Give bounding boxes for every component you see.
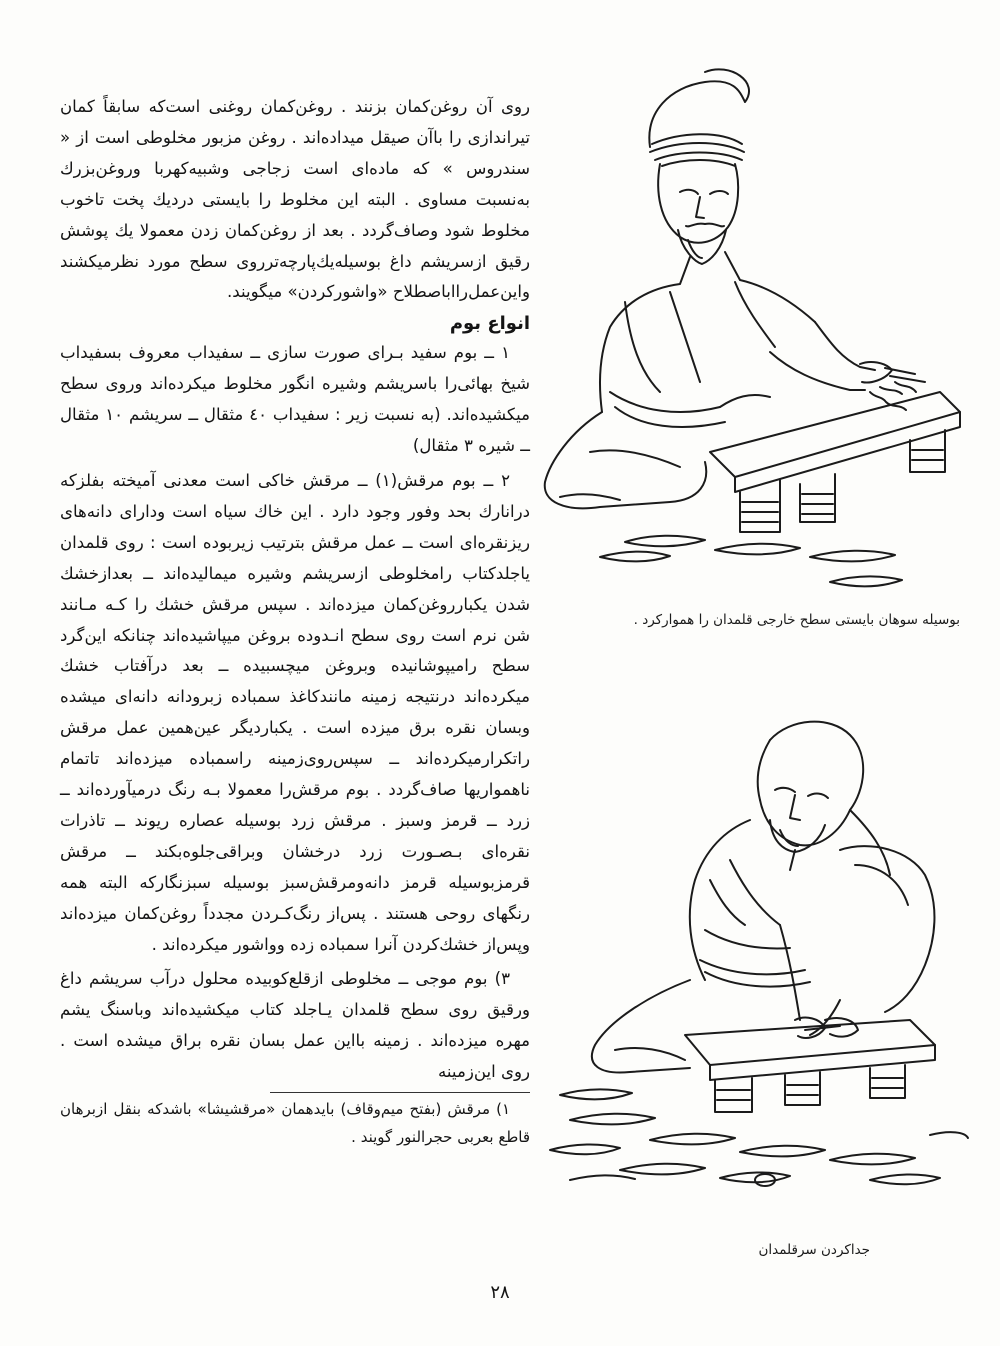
section-heading: انواع بوم (449, 313, 530, 335)
intro-paragraph: روی آن روغن‌کمان بزنند . روغن‌کمان روغنی است‌که سابقاً کمان تیراندازی را باآن صیقل میداده‌اند . روغن مزبور مخلوطی است از « سندروس » که ماده‌ای است زجاجی وشبیه‌کهربا وروغن‌بزرك به‌نسبت مساوی . البته این مخلوط را بایستی دردیك پخت تاخوب مخلوط شود وصاف‌گردد . بعد از روغن‌کمان زدن معمولا يك پوشش رقیق ازسریشم داغ بوسیله‌يك‌پارچه‌تررو‌ی سطح مورد نظرمیکشند واین‌عمل‌رااباصطلاح «واشورکردن» میگویند. (60, 97, 530, 302)
illustration-filing-pencase (530, 52, 970, 597)
figure-caption-filing: بوسیله سوهان بایستی سطح خارجی قلمدان را هموارکرد . (633, 612, 960, 628)
text-column (60, 92, 530, 1151)
list-item-white-ground: ۱ ــ بوم سفید بـرای صورت سازی ــ سفیداب معروف بسفیداب شیخ بهائی‌را باسریشم وشیره انگور مخلوط میکرده‌اند وروی سطح میکشیده‌اند. (به نسبت زیر : سفیداب ٤۰ مثقال ــ سریشم ۱۰ مثقال ــ شیره ۳ مثقال) (60, 343, 530, 456)
filing-artisan-drawing (530, 52, 970, 597)
footnote: ۱) مرقش (بفتح میم‌وقاف) بایدهمان «مرقشیشا» باشدکه بنقل ازبرهان قاطع بعربی حجرالنور گویند . (60, 1100, 530, 1147)
illustration-cutting-pencase (540, 700, 970, 1220)
cutting-artisan-drawing (540, 700, 970, 1220)
figure-caption-cutting: جداکردن سرقلمدان (758, 1242, 870, 1258)
list-item-wave-ground: ۳) بوم موجی ــ مخلوطی ازقلع‌کوبیده محلول درآب سریشم داغ ورقیق روی سطح قلمدان یـاجلد کتاب میکشیده‌اند وباسنگ یشم مهره میزده‌اند . زمینه بااین عمل بسان نقره براق میشده است . روی این‌زمینه (60, 969, 530, 1082)
page-number: ۲۸ (490, 1282, 510, 1303)
footnote-divider (270, 1092, 530, 1093)
list-item-morqash-ground: ۲ ــ بوم مرقش(۱) ــ مرقش خاکی است معدنی آمیخته بفلزکه درانارك بحد وفور وجود دارد . این خاك سیاه است ودارای دانه‌های ریزنقره‌ای است ــ عمل مرقش بترتیب زیربوده است : روی قلمدان یاجلدکتاب رامخلوطی ازسریشم وشیره میمالیده‌اند ــ بعدازخشك شدن یکبارروغن‌کمان میزده‌اند . سپس مرقش خشك را کـه مـانند شن نرم است روی سطح انـدوده بروغن میپاشیده‌اند چنانکه این‌گرد سطح رامیپوشانیده وبروغن میچسبیده ــ بعد درآفتاب خشك میکرده‌اند درنتیجه زمینه مانندکاغذ سمباده زبرودانه دانه‌ای میشده وبسان نقره برق میزده است . یکباردیگر عین‌همین عمل مرقش راتکرارمیکرده‌اند ــ سپس‌روی‌زمینه راسمباده میزده‌اند تاتمام ناهمواریها صاف‌گردد . بوم مرقش‌را معمولا بـه رنگ درمیآورده‌اند ــ زرد ــ قرمز وسبز . مرقش زرد بوسیله عصاره ریوند ــ تاذرات نقره‌ای بـصـورت زرد درخشان وبراقی‌جلوه‌بکند ــ مرقش قرمزبوسیله قرمز دانه‌ومرقش‌سبز بوسیله سبزنگارکه البته همه رنگهای روحی هستند . پس‌از رنگ‌کـردن مجدداً روغن‌کمان میزده‌اند وپس‌از خشك‌کردن آنرا سمباده زده وواشور میکرده‌اند . (60, 470, 530, 954)
